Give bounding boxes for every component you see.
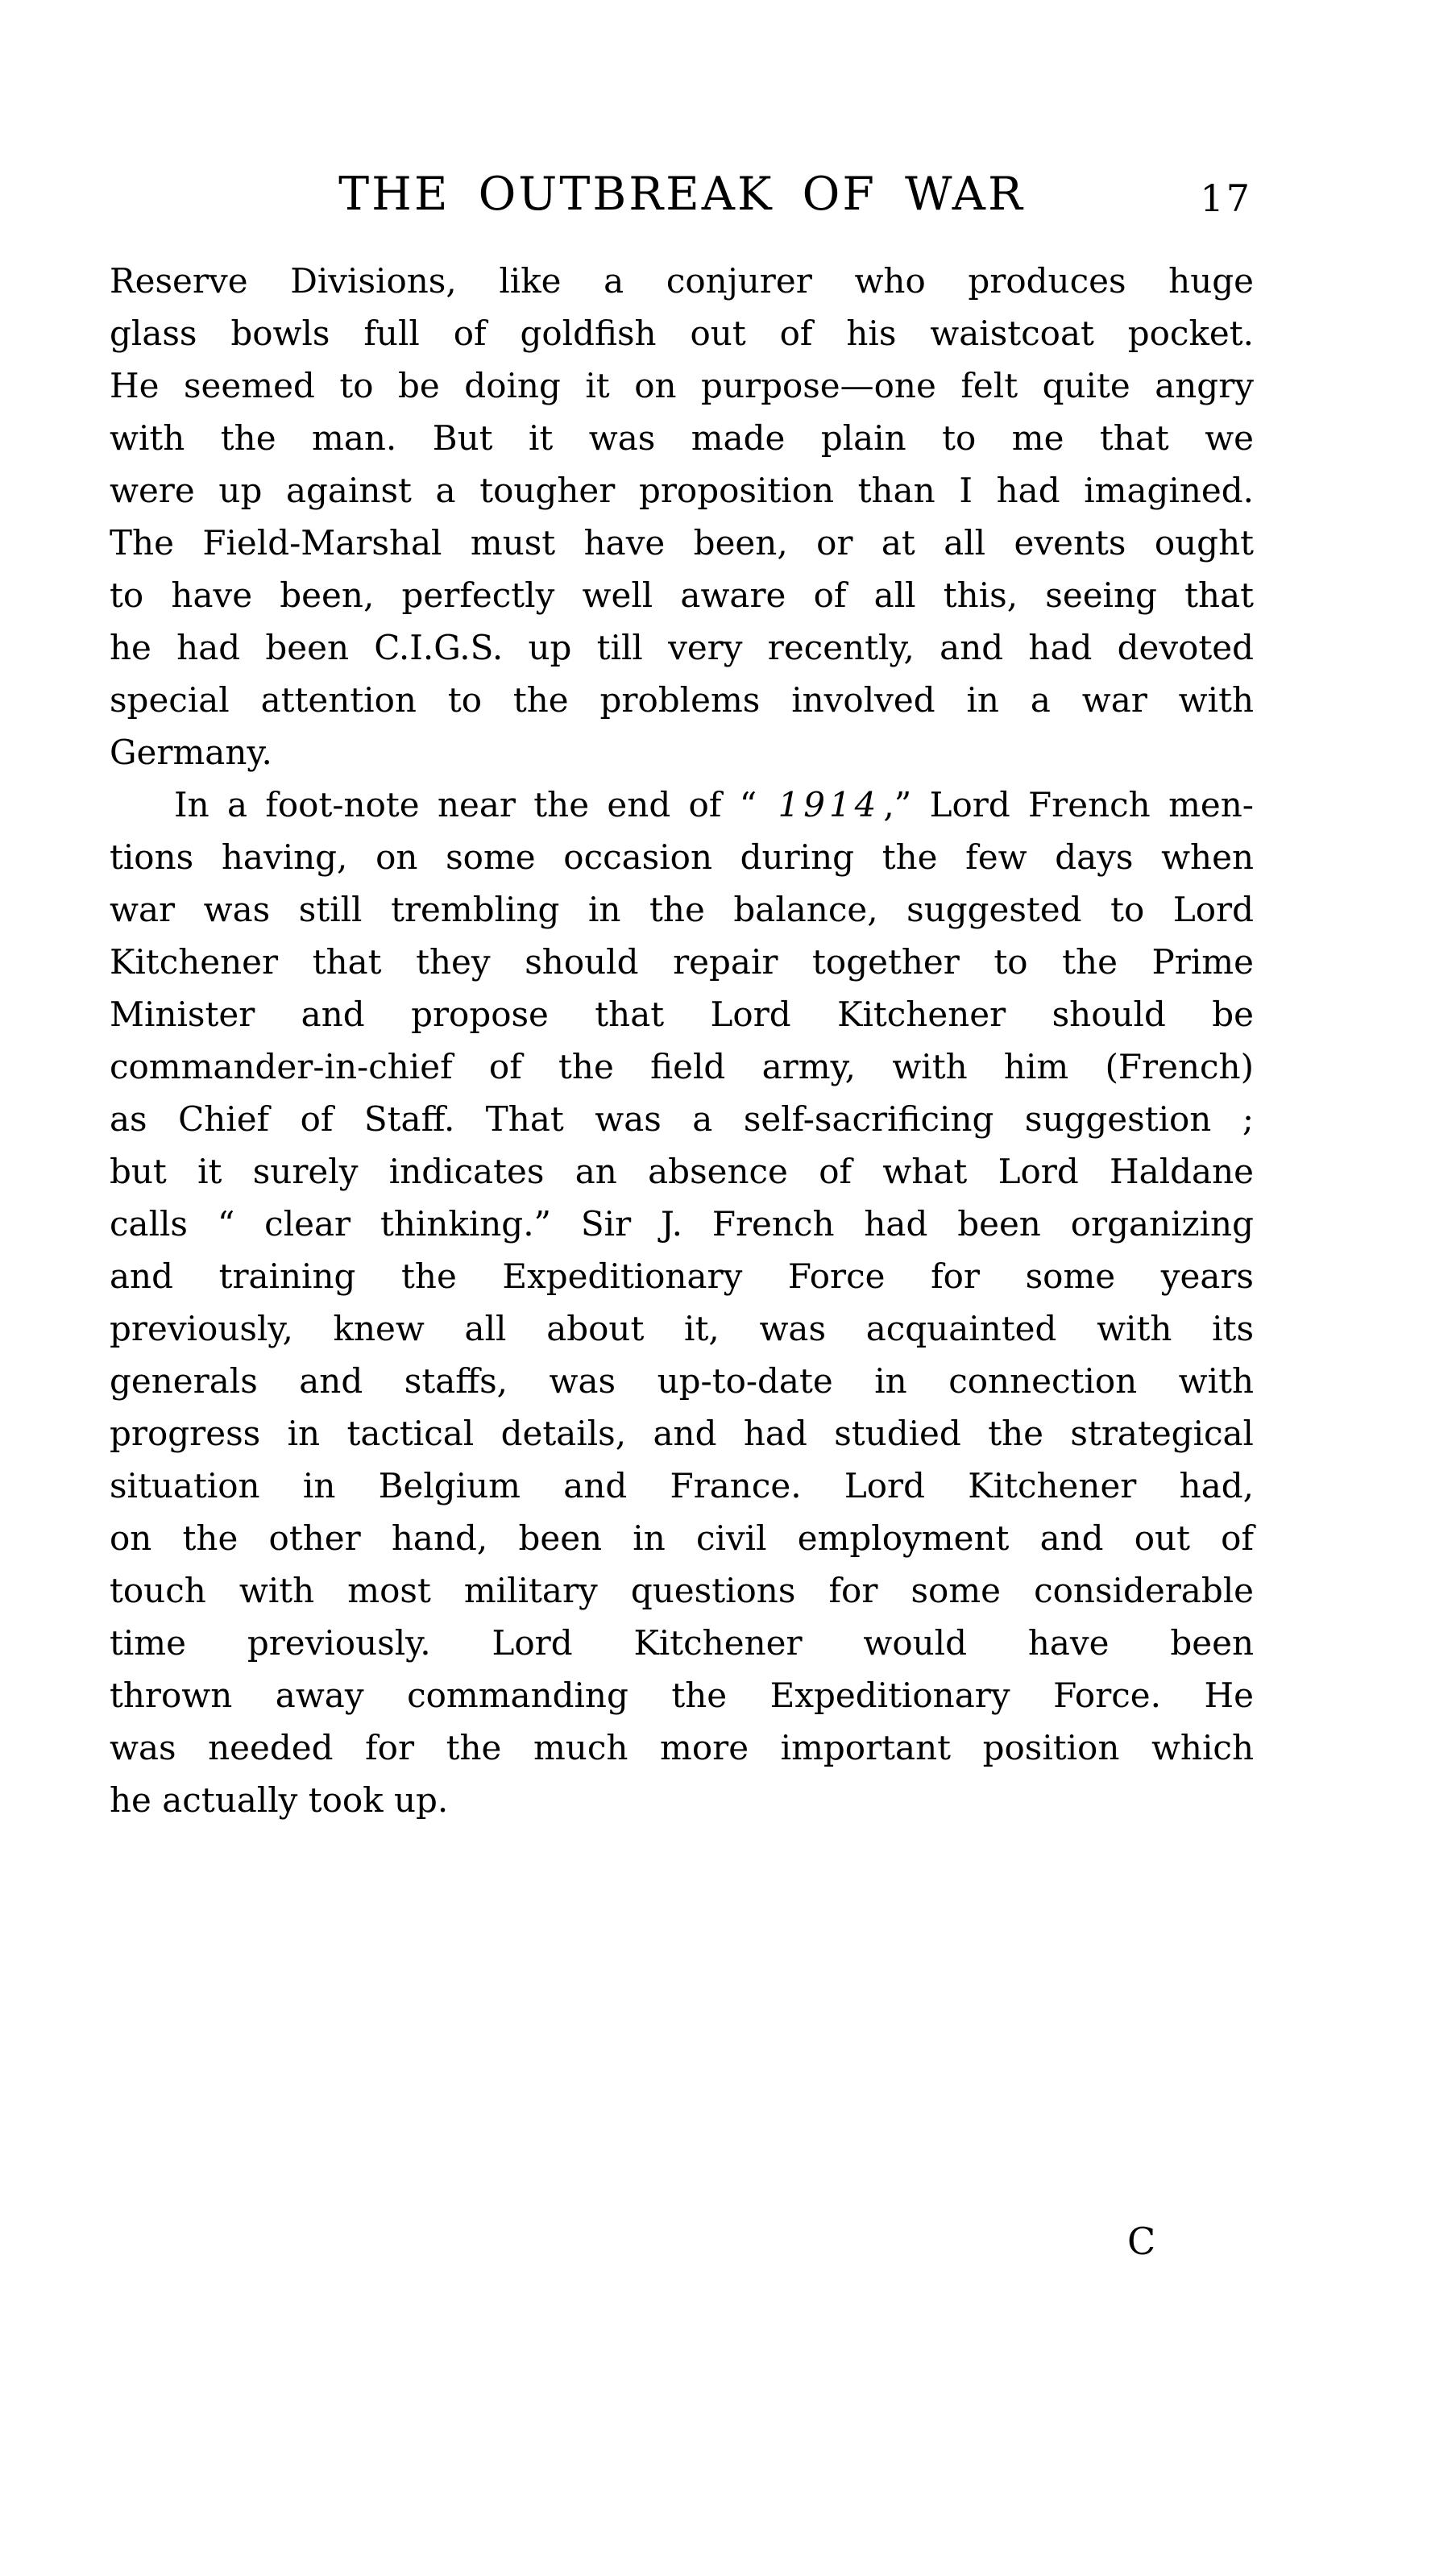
text-line: Kitchener that they should repair together to the Prime bbox=[110, 942, 1254, 982]
text-line: with the man. But it was made plain to me that we bbox=[110, 418, 1254, 458]
printers-signature-mark: C bbox=[1127, 2220, 1156, 2263]
text-line: on the other hand, been in civil employment and out of bbox=[110, 1518, 1254, 1558]
book-title-1914: 1914 bbox=[778, 785, 881, 824]
line-suffix: ,” Lord French men- bbox=[883, 785, 1254, 824]
text-line: Minister and propose that Lord Kitchener should be bbox=[110, 995, 1254, 1034]
text-line: but it surely indicates an absence of what Lord Haldane bbox=[110, 1152, 1254, 1191]
text-line: glass bowls full of goldfish out of his waistcoat pocket. bbox=[110, 314, 1254, 353]
text-line: previously, knew all about it, was acquainted with its bbox=[110, 1309, 1254, 1348]
text-line: generals and staffs, was up-to-date in connection with bbox=[110, 1361, 1254, 1401]
text-line: war was still trembling in the balance, suggested to Lord bbox=[110, 890, 1254, 929]
paragraph-1 bbox=[110, 255, 1254, 779]
text-line: The Field-Marshal must have been, or at all events ought bbox=[110, 523, 1254, 563]
text-block bbox=[110, 255, 1254, 1826]
text-line: commander-in-chief of the field army, with him (French) bbox=[110, 1047, 1254, 1086]
paragraph-2 bbox=[110, 779, 1254, 1826]
text-line: and training the Expeditionary Force for some years bbox=[110, 1256, 1254, 1296]
text-line: tions having, on some occasion during the few days when bbox=[110, 837, 1254, 877]
text-line: touch with most military questions for some considerable bbox=[110, 1571, 1254, 1610]
text-line: he actually took up. bbox=[110, 1780, 449, 1820]
text-line: time previously. Lord Kitchener would have been bbox=[110, 1623, 1254, 1663]
text-line: were up against a tougher proposition than I had imagined. bbox=[110, 471, 1254, 510]
text-line: he had been C.I.G.S. up till very recently, and had devoted bbox=[110, 628, 1254, 667]
text-line: He seemed to be doing it on purpose—one felt quite angry bbox=[110, 366, 1254, 405]
text-line: was needed for the much more important position which bbox=[110, 1728, 1254, 1767]
running-header bbox=[110, 170, 1254, 222]
chapter-title: THE OUTBREAK OF WAR bbox=[338, 168, 1025, 221]
text-line: Germany. bbox=[110, 733, 272, 772]
text-line: special attention to the problems involved in a war with bbox=[110, 680, 1254, 720]
text-line: to have been, perfectly well aware of all this, seeing that bbox=[110, 575, 1254, 615]
text-line: progress in tactical details, and had studied the strategical bbox=[110, 1414, 1254, 1453]
page-number: 17 bbox=[1200, 176, 1252, 220]
text-line: thrown away commanding the Expeditionary Force. He bbox=[110, 1676, 1254, 1715]
text-line: as Chief of Staff. That was a self-sacrificing suggestion ; bbox=[110, 1099, 1254, 1139]
text-line: situation in Belgium and France. Lord Kitchener had, bbox=[110, 1466, 1254, 1505]
text-line-opening bbox=[110, 779, 1254, 831]
text-line: Reserve Divisions, like a conjurer who produces huge bbox=[110, 261, 1254, 301]
line-prefix: In a foot-note near the end of “ bbox=[174, 785, 775, 824]
text-line: calls “ clear thinking.” Sir J. French had been organizing bbox=[110, 1204, 1254, 1244]
